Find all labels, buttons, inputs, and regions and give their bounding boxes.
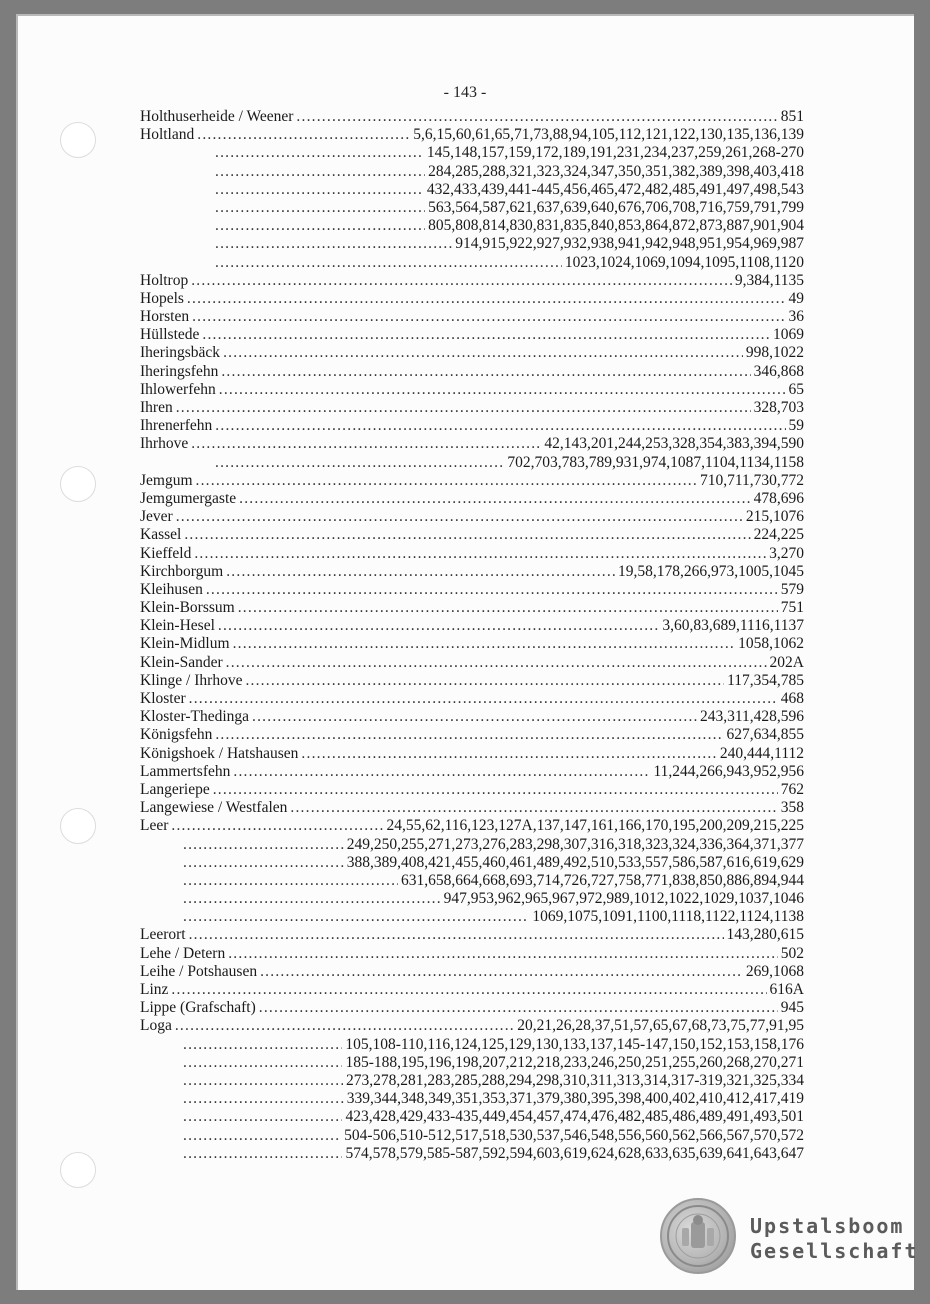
leader-dots <box>215 144 424 162</box>
entry-term: Loga <box>140 1017 172 1035</box>
entry-term: Jever <box>140 508 173 526</box>
index-continuation <box>140 199 804 217</box>
entry-pages: 19,58,178,266,973,1005,1045 <box>618 562 804 580</box>
entry-pages: 243,311,428,596 <box>699 708 804 726</box>
leader-dots <box>171 981 766 999</box>
page-number: - 143 - <box>443 84 487 101</box>
leader-dots <box>233 635 736 653</box>
leader-dots <box>228 945 778 963</box>
entry-pages: 49 <box>788 289 804 307</box>
index-entry <box>140 635 804 653</box>
index-continuation <box>140 836 804 854</box>
leader-dots <box>215 254 562 272</box>
entry-term: Jemgum <box>140 471 193 489</box>
place-index <box>140 108 804 1163</box>
continuation-pages: 702,703,783,789,931,974,1087,1104,1134,1158 <box>507 453 804 471</box>
leader-dots <box>215 726 723 744</box>
leader-dots <box>213 781 778 799</box>
entry-pages: 328,703 <box>753 399 804 416</box>
entry-term: Ihlowerfehn <box>140 380 216 398</box>
continuation-pages: 423,428,429,433-435,449,454,457,474,476,482,485,486,489,491,493,501 <box>345 1108 804 1126</box>
index-entry <box>140 999 804 1017</box>
document-page <box>16 14 919 1290</box>
entry-pages: 358 <box>780 799 804 817</box>
society-name-line2: Gesellschaft <box>750 1239 919 1263</box>
index-entry <box>140 326 804 344</box>
leader-dots <box>176 508 743 526</box>
continuation-pages: 563,564,587,621,637,639,640,676,706,708,716,759,791,799 <box>428 198 804 216</box>
index-entry <box>140 490 804 508</box>
leader-dots <box>226 654 767 672</box>
leader-dots <box>183 1127 341 1145</box>
entry-term: Ihrenerfehn <box>140 417 213 435</box>
entry-pages: 998,1022 <box>745 344 804 362</box>
entry-term: Hüllstede <box>140 326 200 344</box>
society-name <box>750 1214 919 1264</box>
leader-dots <box>183 1108 342 1126</box>
leader-dots <box>219 381 786 399</box>
entry-term: Holthuserheide / Weener <box>140 108 294 125</box>
leader-dots <box>183 908 529 926</box>
entry-pages: 468 <box>780 690 804 707</box>
entry-term: Ihren <box>140 399 173 416</box>
entry-pages: 3,270 <box>769 544 804 562</box>
index-entry <box>140 363 804 381</box>
leader-dots <box>260 963 743 981</box>
continuation-pages: 914,915,922,927,932,938,941,942,948,951,954,969,987 <box>455 235 804 253</box>
entry-pages: 751 <box>780 599 804 617</box>
entry-pages: 269,1068 <box>745 962 804 980</box>
entry-term: Iheringsbäck <box>140 344 221 362</box>
index-continuation <box>140 872 804 890</box>
entry-pages: 3,60,83,689,1116,1137 <box>662 617 804 635</box>
leader-dots <box>215 181 424 199</box>
entry-pages: 24,55,62,116,123,127A,137,147,161,166,170,195,200,209,215,225 <box>386 817 804 835</box>
entry-term: Kleihusen <box>140 580 203 598</box>
leader-dots <box>183 1145 342 1163</box>
leader-dots <box>191 272 732 290</box>
entry-term: Kirchborgum <box>140 562 224 580</box>
entry-term: Leerort <box>140 926 186 944</box>
index-entry <box>140 290 804 308</box>
entry-pages: 65 <box>788 380 804 398</box>
entry-term: Lippe (Grafschaft) <box>140 999 256 1017</box>
punch-hole <box>60 122 96 158</box>
index-continuation <box>140 254 804 272</box>
index-entry <box>140 508 804 526</box>
index-entry <box>140 272 804 290</box>
continuation-pages: 805,808,814,830,831,835,840,853,864,872,873,887,901,904 <box>428 217 804 235</box>
leader-dots <box>175 1017 514 1035</box>
entry-term: Ihrhove <box>140 435 189 453</box>
entry-term: Langewiese / Westfalen <box>140 799 288 817</box>
continuation-pages: 185-188,195,196,198,207,212,218,233,246,250,251,255,260,268,270,271 <box>345 1053 804 1071</box>
leader-dots <box>296 108 777 126</box>
entry-pages: 945 <box>780 999 804 1017</box>
entry-term: Jemgumergaste <box>140 489 237 507</box>
entry-term: Königsfehn <box>140 726 213 744</box>
index-entry <box>140 344 804 362</box>
index-entry <box>140 526 804 544</box>
index-continuation <box>140 181 804 199</box>
entry-pages: 5,6,15,60,61,65,71,73,88,94,105,112,121,122,130,135,136,139 <box>413 126 804 144</box>
leader-dots <box>226 563 615 581</box>
leader-dots <box>183 1072 343 1090</box>
entry-term: Klein-Sander <box>140 653 223 671</box>
leader-dots <box>187 290 786 308</box>
leader-dots <box>252 708 697 726</box>
leader-dots <box>192 308 785 326</box>
index-entry <box>140 708 804 726</box>
leader-dots <box>218 617 659 635</box>
entry-pages: 1058,1062 <box>738 635 804 653</box>
entry-pages: 20,21,26,28,37,51,57,65,67,68,73,75,77,91,95 <box>517 1017 804 1035</box>
leader-dots <box>183 854 344 872</box>
leader-dots <box>191 435 541 453</box>
index-continuation <box>140 1072 804 1090</box>
index-entry <box>140 690 804 708</box>
leader-dots <box>176 399 751 417</box>
entry-pages: 851 <box>780 108 804 125</box>
leader-dots <box>215 417 785 435</box>
entry-term: Holtrop <box>140 271 189 289</box>
entry-pages: 1069 <box>773 326 804 344</box>
entry-term: Horsten <box>140 308 190 326</box>
leader-dots <box>202 326 770 344</box>
entry-term: Klein-Borssum <box>140 599 235 617</box>
index-entry <box>140 435 804 453</box>
continuation-pages: 339,344,348,349,351,353,371,379,380,395,398,400,402,410,412,417,419 <box>346 1090 804 1108</box>
entry-term: Langeriepe <box>140 780 210 798</box>
index-entry <box>140 417 804 435</box>
leader-dots <box>215 163 425 181</box>
leader-dots <box>183 890 441 908</box>
index-entry <box>140 963 804 981</box>
index-continuation <box>140 1090 804 1108</box>
index-continuation <box>140 890 804 908</box>
index-entry <box>140 581 804 599</box>
index-continuation <box>140 1127 804 1145</box>
entry-pages: 478,696 <box>753 489 804 507</box>
entry-term: Kloster-Thedinga <box>140 708 250 726</box>
continuation-pages: 273,278,281,283,285,288,294,298,310,311,313,314,317-319,321,325,334 <box>346 1071 804 1089</box>
index-continuation <box>140 217 804 235</box>
index-entry <box>140 745 804 763</box>
entry-term: Holtland <box>140 126 195 144</box>
leader-dots <box>215 454 504 472</box>
punch-hole <box>60 466 96 502</box>
entry-term: Lehe / Detern <box>140 944 226 962</box>
entry-pages: 224,225 <box>753 526 804 544</box>
entry-pages: 240,444,1112 <box>719 744 804 762</box>
leader-dots <box>215 199 425 217</box>
entry-pages: 42,143,201,244,253,328,354,383,394,590 <box>544 435 804 453</box>
index-entry <box>140 1017 804 1035</box>
leader-dots <box>183 1090 344 1108</box>
index-entry <box>140 799 804 817</box>
leader-dots <box>196 472 697 490</box>
continuation-pages: 504-506,510-512,517,518,530,537,546,548,556,560,562,566,567,570,572 <box>344 1126 804 1144</box>
leader-dots <box>194 545 766 563</box>
index-entry <box>140 108 804 126</box>
index-continuation <box>140 908 804 926</box>
entry-term: Leihe / Potshausen <box>140 962 258 980</box>
index-continuation <box>140 1145 804 1163</box>
index-continuation <box>140 454 804 472</box>
index-entry <box>140 399 804 417</box>
leader-dots <box>189 690 778 708</box>
entry-term: Hopels <box>140 289 184 307</box>
index-entry <box>140 945 804 963</box>
index-entry <box>140 654 804 672</box>
leader-dots <box>183 872 398 890</box>
continuation-pages: 249,250,255,271,273,276,283,298,307,316,318,323,324,336,364,371,377 <box>346 835 804 853</box>
index-entry <box>140 781 804 799</box>
entry-pages: 762 <box>780 780 804 798</box>
leader-dots <box>259 999 778 1017</box>
index-entry <box>140 472 804 490</box>
leader-dots <box>183 836 344 854</box>
punch-hole <box>60 808 96 844</box>
entry-term: Kassel <box>140 526 182 544</box>
leader-dots <box>290 799 777 817</box>
seal-logo <box>660 1198 736 1274</box>
index-continuation <box>140 854 804 872</box>
entry-term: Klein-Midlum <box>140 635 230 653</box>
index-entry <box>140 617 804 635</box>
leader-dots <box>223 344 743 362</box>
entry-term: Klinge / Ihrhove <box>140 671 243 689</box>
continuation-pages: 432,433,439,441-445,456,465,472,482,485,491,497,498,543 <box>426 180 804 198</box>
index-entry <box>140 381 804 399</box>
index-continuation <box>140 235 804 253</box>
entry-term: Klein-Hesel <box>140 617 215 635</box>
index-entry <box>140 599 804 617</box>
index-entry <box>140 817 804 835</box>
leader-dots <box>184 526 750 544</box>
entry-term: Kloster <box>140 690 186 707</box>
index-continuation <box>140 1108 804 1126</box>
index-entry <box>140 926 804 944</box>
entry-pages: 11,244,266,943,952,956 <box>653 762 804 780</box>
continuation-pages: 1069,1075,1091,1100,1118,1122,1124,1138 <box>532 908 804 926</box>
leader-dots <box>189 926 724 944</box>
entry-pages: 36 <box>788 308 804 326</box>
index-entry <box>140 763 804 781</box>
punch-hole <box>60 1152 96 1188</box>
index-entry <box>140 981 804 999</box>
index-continuation <box>140 144 804 162</box>
entry-pages: 117,354,785 <box>727 671 804 689</box>
index-continuation <box>140 163 804 181</box>
leader-dots <box>245 672 724 690</box>
society-name-line1: Upstalsboom <box>750 1214 905 1238</box>
index-entry <box>140 726 804 744</box>
continuation-pages: 947,953,962,965,967,972,989,1012,1022,1029,1037,1046 <box>443 890 804 908</box>
entry-pages: 215,1076 <box>745 508 804 526</box>
entry-pages: 9,384,1135 <box>734 271 804 289</box>
leader-dots <box>233 763 650 781</box>
entry-pages: 143,280,615 <box>726 926 804 944</box>
continuation-pages: 1023,1024,1069,1094,1095,1108,1120 <box>564 253 804 271</box>
entry-pages: 627,634,855 <box>726 726 804 744</box>
entry-pages: 579 <box>780 580 804 598</box>
leader-dots <box>221 363 750 381</box>
entry-term: Linz <box>140 981 169 998</box>
index-entry <box>140 126 804 144</box>
leader-dots <box>183 1036 342 1054</box>
leader-dots <box>238 599 778 617</box>
index-entry <box>140 563 804 581</box>
entry-pages: 202A <box>769 653 804 671</box>
index-continuation <box>140 1054 804 1072</box>
leader-dots <box>215 217 425 235</box>
entry-term: Kieffeld <box>140 544 192 562</box>
leader-dots <box>197 126 410 144</box>
leader-dots <box>206 581 778 599</box>
entry-pages: 346,868 <box>753 362 804 380</box>
continuation-pages: 145,148,157,159,172,189,191,231,234,237,259,261,268-270 <box>426 144 804 162</box>
entry-pages: 616A <box>769 981 804 998</box>
index-entry <box>140 545 804 563</box>
continuation-pages: 631,658,664,668,693,714,726,727,758,771,838,850,886,894,944 <box>401 871 804 889</box>
entry-pages: 502 <box>780 944 804 962</box>
index-entry <box>140 308 804 326</box>
entry-term: Leer <box>140 817 169 835</box>
leader-dots <box>171 817 383 835</box>
leader-dots <box>239 490 750 508</box>
continuation-pages: 284,285,288,321,323,324,347,350,351,382,389,398,403,418 <box>428 162 804 180</box>
continuation-pages: 388,389,408,421,455,460,461,489,492,510,533,557,586,587,616,619,629 <box>346 853 804 871</box>
index-entry <box>140 672 804 690</box>
continuation-pages: 105,108-110,116,124,125,129,130,133,137,145-147,150,152,153,158,176 <box>345 1035 804 1053</box>
index-continuation <box>140 1036 804 1054</box>
entry-pages: 710,711,730,772 <box>699 471 804 489</box>
leader-dots <box>301 745 716 763</box>
continuation-pages: 574,578,579,585-587,592,594,603,619,624,628,633,635,639,641,643,647 <box>345 1144 804 1162</box>
leader-dots <box>183 1054 342 1072</box>
seal-icon <box>662 1200 734 1272</box>
entry-pages: 59 <box>788 417 804 435</box>
entry-term: Iheringsfehn <box>140 362 219 380</box>
entry-term: Königshoek / Hatshausen <box>140 744 299 762</box>
leader-dots <box>215 235 452 253</box>
entry-term: Lammertsfehn <box>140 762 231 780</box>
